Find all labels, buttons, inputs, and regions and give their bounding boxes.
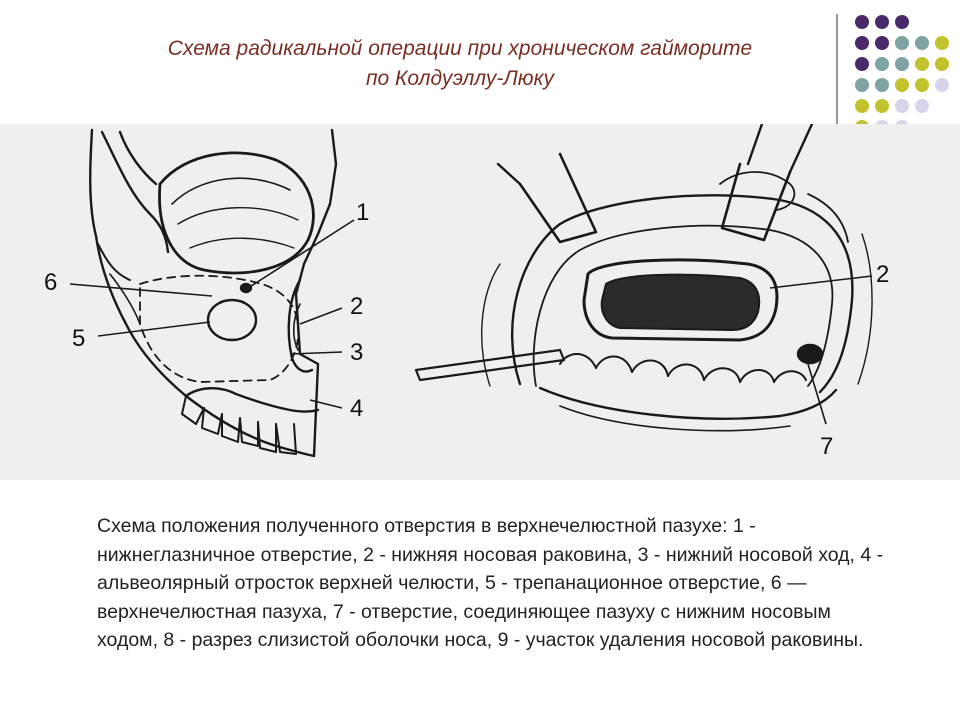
left-label-1: 1: [356, 199, 370, 226]
left-label-4: 4: [350, 395, 364, 422]
decor-dot-grid: [844, 12, 960, 128]
figure-svg: [0, 124, 960, 480]
operation-field-drawing: [416, 124, 872, 431]
left-label-5: 5: [72, 325, 86, 352]
dot-row-5: [855, 99, 929, 113]
right-label-2: 2: [876, 261, 890, 288]
dot-row-4: [855, 78, 949, 92]
figure-area: [0, 124, 960, 480]
field-teeth: [560, 354, 806, 382]
left-callout-lines: [70, 220, 354, 408]
dot-row-3: [855, 57, 949, 71]
right-label-7: 7: [820, 433, 834, 460]
dot-row-2: [855, 36, 949, 50]
title-line-2: по Колдуэллу-Люку: [365, 67, 555, 90]
title-line-1: Схема радикальной операции при хроническом гайморите: [167, 37, 753, 60]
dot-row-1: [855, 15, 909, 29]
decor-divider-line: [836, 14, 838, 126]
skull-drawing: [90, 130, 336, 456]
figure-caption: Схема положения полученного отверстия в верхнечелюстной пазухе: 1 - нижнеглазничное отверстие, 2 - нижняя носовая раковина, 3 - нижний носовой ход, 4 - альвеолярный отросток верхней челюсти, 5 - трепанационное отверстие, 6 — верхнечелюстная пазуха, 7 - отверстие, соединяющее пазуху с нижним носовым ходом, 8 - разрез слизистой оболочки носа, 9 - участок удаления носовой раковины.: [97, 515, 884, 651]
left-label-6: 6: [44, 269, 58, 296]
slide-title: [60, 34, 860, 94]
left-label-2: 2: [350, 293, 364, 320]
left-label-3: 3: [350, 339, 364, 366]
